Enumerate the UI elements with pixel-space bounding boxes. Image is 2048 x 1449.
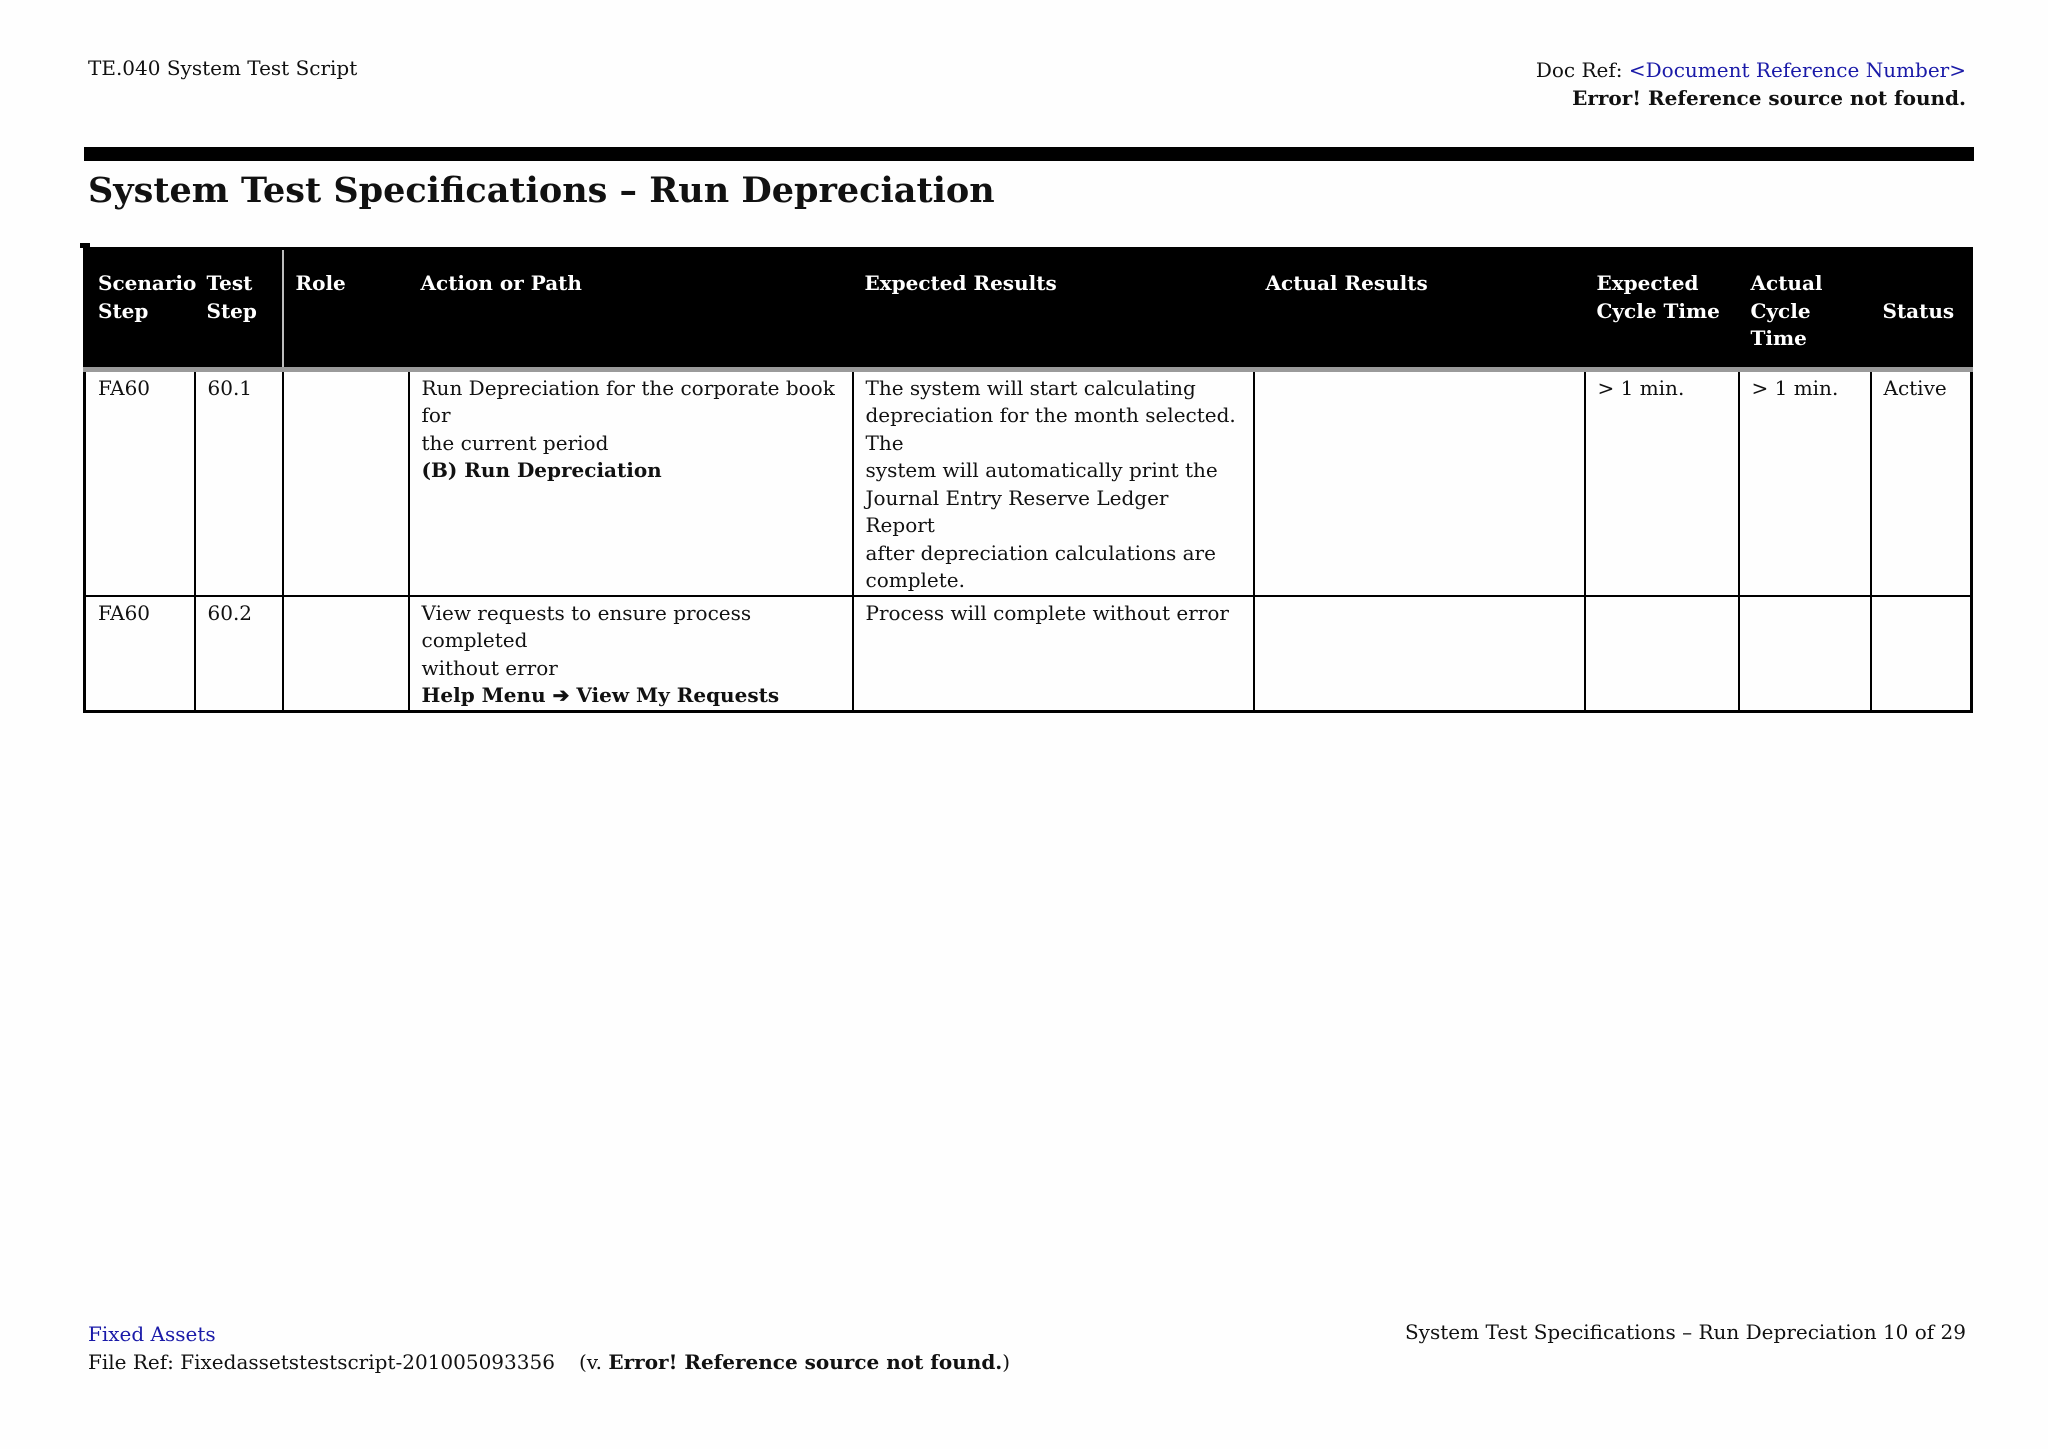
cell-action: Run Depreciation for the corporate book for the current period (B) Run Depreciation (409, 369, 853, 596)
header-doc-name: TE.040 System Test Script (88, 56, 358, 80)
footer-section-link[interactable]: Fixed Assets (88, 1322, 216, 1346)
cell-status: Active (1871, 369, 1972, 596)
doc-ref-label: Doc Ref: (1535, 58, 1629, 82)
cell-scenario: FA60 (85, 369, 195, 596)
cell-expected: Process will complete without error (853, 596, 1254, 712)
cell-expected-cycle (1585, 596, 1739, 712)
table-row (85, 369, 1972, 596)
cell-actual-cycle (1739, 596, 1871, 712)
cell-test: 60.2 (195, 596, 283, 712)
cell-status (1871, 596, 1972, 712)
cell-actual (1254, 596, 1585, 712)
test-spec-table (83, 247, 1973, 713)
nav-path: Help Menu ➔ View My Requests (421, 683, 780, 707)
col-status: Status (1871, 249, 1972, 370)
cell-action: View requests to ensure process completed without error Help Menu ➔ View My Requests (409, 596, 853, 712)
cell-test: 60.1 (195, 369, 283, 596)
cell-actual (1254, 369, 1585, 596)
col-expected-results: Expected Results (853, 249, 1254, 370)
col-scenario-step: Scenario Step (85, 249, 195, 370)
cell-expected: The system will start calculating depreciation for the month selected. The system will automatically print the Journal Entry Reserve Ledger Report after depreciation calculations are complete. (853, 369, 1254, 596)
table-header-row (85, 249, 1972, 370)
cell-role (283, 596, 409, 712)
footer-page-info: System Test Specifications – Run Depreciation 10 of 29 (1404, 1320, 1966, 1344)
page-title: System Test Specifications – Run Depreciation (88, 170, 995, 211)
col-role: Role (283, 249, 409, 370)
cell-actual-cycle: > 1 min. (1739, 369, 1871, 596)
header-error-line: Error! Reference source not found. (1572, 86, 1966, 110)
arrow-right-icon: ➔ (552, 683, 570, 707)
col-actual-results: Actual Results (1254, 249, 1585, 370)
cell-expected-cycle: > 1 min. (1585, 369, 1739, 596)
header-doc-ref (1536, 56, 1966, 112)
header-rule (84, 147, 1974, 161)
col-action: Action or Path (409, 249, 853, 370)
footer-error: Error! Reference source not found. (608, 1350, 1003, 1374)
cell-scenario: FA60 (85, 596, 195, 712)
cell-role (283, 369, 409, 596)
doc-ref-link[interactable]: <Document Reference Number> (1628, 58, 1966, 82)
col-test-step: Test Step (195, 249, 283, 370)
col-expected-cycle-time: Expected Cycle Time (1585, 249, 1739, 370)
table-row (85, 596, 1972, 712)
footer-left (88, 1320, 1010, 1376)
col-actual-cycle-time: Actual Cycle Time (1739, 249, 1871, 370)
footer-file-ref: File Ref: Fixedassetstestscript-201005093356 (v. Error! Reference source not found.) (88, 1350, 1011, 1374)
action-path: (B) Run Depreciation (421, 458, 662, 482)
